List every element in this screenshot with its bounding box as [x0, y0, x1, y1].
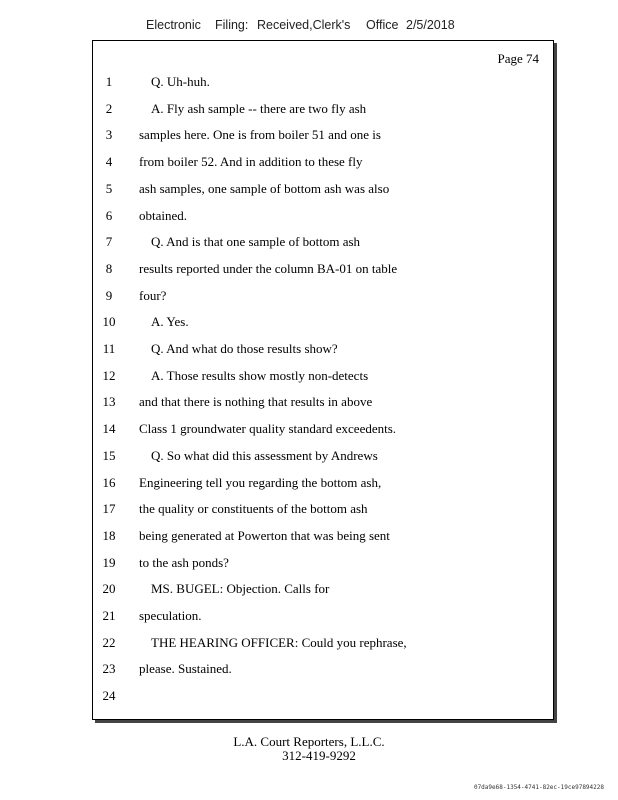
line-text: Engineering tell you regarding the bottom ash, — [139, 474, 382, 490]
transcript-line — [93, 152, 555, 172]
line-text: results reported under the column BA-01 on table — [139, 260, 398, 276]
line-number: 21 — [102, 608, 116, 623]
transcript-line — [93, 553, 555, 573]
line-number: 19 — [102, 554, 116, 570]
line-text: speculation. — [139, 608, 202, 623]
line-text: and that there is nothing that results in above — [139, 394, 373, 410]
line-text: please. Sustained. — [139, 661, 232, 677]
line-text: four? — [139, 287, 167, 303]
line-text: to the ash ponds? — [139, 554, 229, 570]
line-text: A. Fly ash sample -- there are two fly ash — [151, 100, 367, 116]
header-office: Office — [366, 18, 399, 32]
transcript-line — [93, 473, 555, 493]
header-received: Received,Clerk's — [257, 18, 351, 32]
line-number: 10 — [102, 314, 116, 330]
line-number: 9 — [105, 287, 113, 303]
header-filing: Filing: — [215, 18, 249, 32]
line-number: 4 — [105, 154, 113, 170]
line-text: from boiler 52. And in addition to these fly — [139, 154, 363, 170]
line-text: MS. BUGEL: Objection. Calls for — [151, 581, 330, 597]
transcript-line — [93, 312, 555, 332]
transcript-line — [93, 259, 555, 279]
line-number: 18 — [102, 527, 116, 543]
transcript-line — [93, 392, 555, 412]
header-electronic: Electronic — [146, 18, 201, 32]
line-text: Class 1 groundwater quality standard exceedents. — [139, 421, 397, 437]
line-text: A. Those results show mostly non-detects — [151, 367, 369, 383]
footer-phone: 312-419-9292 — [282, 748, 356, 763]
line-text: Q. And is that one sample of bottom ash — [151, 234, 361, 250]
transcript-line — [93, 606, 555, 626]
footer-company: L.A. Court Reporters, L.L.C. — [233, 734, 385, 749]
line-number: 8 — [105, 260, 113, 276]
line-number: 5 — [105, 180, 113, 196]
line-text: being generated at Powerton that was being sent — [139, 527, 390, 543]
transcript-line — [93, 179, 555, 199]
transcript-line — [93, 99, 555, 119]
header-date: 2/5/2018 — [406, 18, 455, 32]
line-number: 11 — [102, 341, 116, 356]
transcript-line — [93, 446, 555, 466]
document-id: 07da9e68-1354-4741-82ec-19ce97894228 — [473, 784, 604, 791]
transcript-line — [93, 686, 555, 706]
line-number: 13 — [102, 394, 116, 410]
line-number: 16 — [102, 474, 116, 490]
transcript-page — [92, 40, 554, 720]
transcript-line — [93, 286, 555, 306]
line-number: 22 — [102, 634, 116, 650]
line-number: 20 — [102, 581, 116, 597]
line-number: 23 — [102, 661, 116, 677]
transcript-line — [93, 206, 555, 226]
line-text: THE HEARING OFFICER: Could you rephrase, — [151, 634, 407, 650]
transcript-line — [93, 419, 555, 439]
transcript-line — [93, 579, 555, 599]
page-number: Page 74 — [497, 51, 539, 66]
line-number: 15 — [102, 447, 116, 463]
transcript-line — [93, 339, 555, 359]
line-number: 7 — [105, 234, 113, 250]
line-number: 24 — [102, 688, 116, 704]
transcript-line — [93, 232, 555, 252]
transcript-line — [93, 125, 555, 145]
line-text: samples here. One is from boiler 51 and one is — [139, 127, 381, 143]
line-text: Q. So what did this assessment by Andrews — [151, 447, 378, 463]
line-text: Q. Uh-huh. — [151, 74, 210, 89]
line-text: ash samples, one sample of bottom ash was also — [139, 180, 390, 196]
line-text: the quality or constituents of the bottom ash — [139, 501, 368, 517]
line-text: A. Yes. — [151, 314, 189, 330]
transcript-line — [93, 659, 555, 679]
line-number: 12 — [102, 367, 116, 383]
line-number: 3 — [105, 127, 113, 143]
line-number: 14 — [102, 421, 116, 437]
line-text: Q. And what do those results show? — [151, 341, 338, 356]
line-number: 1 — [105, 74, 113, 89]
transcript-line — [93, 499, 555, 519]
line-number: 6 — [105, 207, 113, 223]
transcript-line — [93, 366, 555, 386]
line-number: 2 — [105, 100, 113, 116]
line-text: obtained. — [139, 207, 188, 223]
line-number: 17 — [102, 501, 116, 517]
transcript-line — [93, 72, 555, 92]
transcript-line — [93, 526, 555, 546]
transcript-line — [93, 633, 555, 653]
